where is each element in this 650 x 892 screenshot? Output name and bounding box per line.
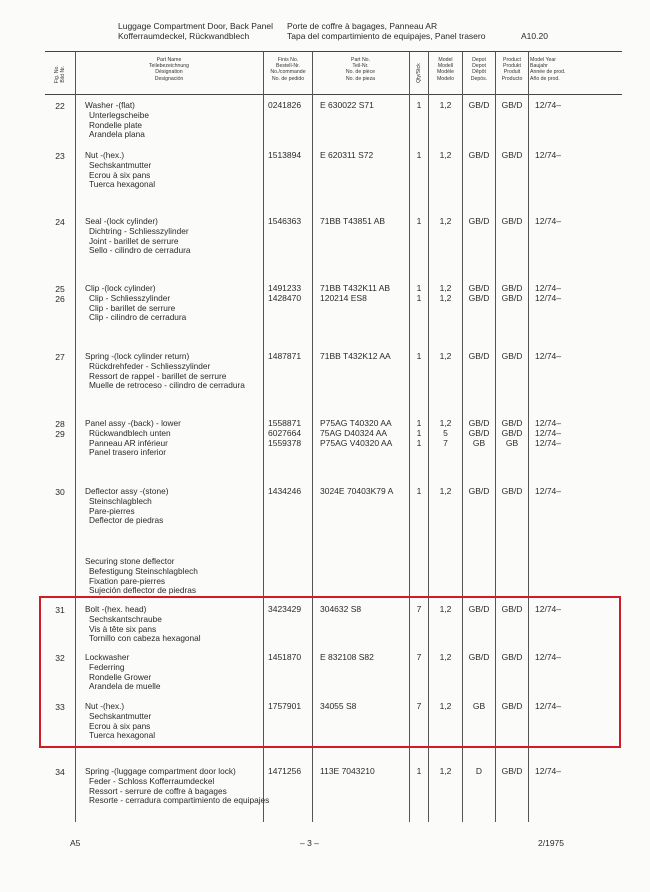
fig-ref: 34 xyxy=(55,767,65,777)
finis-value: 1491233 xyxy=(268,283,302,293)
product-value: GB/D xyxy=(501,292,523,303)
year-value: 12/74– xyxy=(535,100,561,110)
model-value: 1,2 xyxy=(439,604,452,614)
fig-ref: 23 xyxy=(55,151,65,161)
model-value: 1,2 xyxy=(439,766,452,776)
finis-value: 1487871 xyxy=(268,351,302,361)
col-header-model: Model Modell Modèle Modelo xyxy=(436,57,454,82)
product-value: GB/D xyxy=(501,351,523,361)
title-fr: Porte de coffre à bagages, Panneau AR xyxy=(287,21,438,31)
depot-value: GB xyxy=(472,437,486,448)
depot-value: GB/D xyxy=(468,604,490,614)
depot-value: GB/D xyxy=(468,427,490,438)
model-value: 1,2 xyxy=(439,283,452,293)
part-name-translation: Tuerca hexagonal xyxy=(89,730,156,741)
qty-value: 1 xyxy=(416,766,422,776)
depot-value: GB/D xyxy=(468,100,490,110)
depot-value: GB/D xyxy=(468,150,490,160)
part-name-translation: Resorte - cerradura compartimiento de equipajes xyxy=(89,795,270,806)
title-es: Tapa del compartimiento de equipajes, Panel trasero xyxy=(287,31,486,41)
part-name-translation: Befestigung Steinschlagblech xyxy=(89,565,198,576)
finis-value: 1434246 xyxy=(268,486,302,496)
part-name-en: Nut -(hex.) xyxy=(85,150,125,160)
product-value: GB/D xyxy=(501,604,523,614)
part-name-translation: Dichtring - Schliesszylinder xyxy=(89,225,189,236)
year-value: 12/74– xyxy=(535,604,561,614)
part-name-translation: Ecrou à six pans xyxy=(89,169,151,180)
part-name-en: Bolt -(hex. head) xyxy=(85,604,147,614)
product-value: GB/D xyxy=(501,283,523,293)
depot-value: GB xyxy=(472,701,486,711)
col-header-finis: Finis No. Bestell-Nr. No./commande No. de pedido xyxy=(270,57,306,82)
part-name-en: Nut -(hex.) xyxy=(85,701,125,711)
qty-value: 1 xyxy=(416,437,422,448)
finis-value: 1559378 xyxy=(268,437,302,448)
fig-ref: 24 xyxy=(55,217,65,227)
part-name-translation: Tornillo con cabeza hexagonal xyxy=(89,633,201,644)
col-header-depot: Depot Depot Dêpôt Depós. xyxy=(470,57,488,82)
fig-ref: 28 xyxy=(55,419,65,429)
model-value: 7 xyxy=(443,437,448,448)
model-value: 1,2 xyxy=(439,150,452,160)
page-code: A10.20 xyxy=(521,31,548,41)
part-value: 304632 S8 xyxy=(320,604,362,614)
part-name-translation: Clip - cilindro de cerradura xyxy=(89,312,187,323)
part-value: 75AG D40324 AA xyxy=(320,427,388,438)
depot-value: GB/D xyxy=(468,283,490,293)
model-value: 1,2 xyxy=(439,292,452,303)
year-value: 12/74– xyxy=(535,652,561,662)
header-top-rule xyxy=(45,51,622,52)
part-name-translation: Sechskantmutter xyxy=(89,159,152,170)
qty-value: 7 xyxy=(416,701,422,711)
part-name-en: Washer -(flat) xyxy=(85,100,135,110)
year-value: 12/74– xyxy=(535,150,561,160)
fig-ref: 29 xyxy=(55,428,65,439)
year-value: 12/74– xyxy=(535,437,561,448)
part-name-translation: Vis à tête six pans xyxy=(89,623,157,634)
qty-value: 1 xyxy=(416,486,422,496)
year-value: 12/74– xyxy=(535,351,561,361)
year-value: 12/74– xyxy=(535,486,561,496)
part-name-en: Spring -(luggage compartment door lock) xyxy=(85,766,236,776)
finis-value: 0241826 xyxy=(268,100,302,110)
fig-ref: 30 xyxy=(55,487,65,497)
qty-value: 1 xyxy=(416,283,422,293)
part-name-translation: Muelle de retroceso - cilindro de cerradura xyxy=(89,380,245,391)
highlight-box xyxy=(39,596,621,748)
product-value: GB/D xyxy=(501,486,523,496)
part-name-translation: Ressort - serrure de coffre à bagages xyxy=(89,785,227,796)
part-name-translation: Arandela de muelle xyxy=(89,681,161,692)
finis-value: 1513894 xyxy=(268,150,302,160)
product-value: GB/D xyxy=(501,701,523,711)
depot-value: GB/D xyxy=(468,652,490,662)
footer-center: – 3 – xyxy=(300,838,319,848)
qty-value: 7 xyxy=(416,604,422,614)
col-header-year: Model Year Baujahr Année de prod. Año de prod. xyxy=(530,57,566,82)
depot-value: GB/D xyxy=(468,216,490,226)
qty-value: 1 xyxy=(416,418,422,428)
product-value: GB/D xyxy=(501,100,523,110)
finis-value: 6027664 xyxy=(268,427,302,438)
col-header-product: Product Produkt Produit Producto xyxy=(501,57,523,82)
col-header-fig: Fig. No. Bild Nr. xyxy=(53,65,66,84)
part-name-translation: Rückdrehfeder - Schliesszylinder xyxy=(89,360,211,371)
part-name-en: Seal -(lock cylinder) xyxy=(85,216,158,226)
footer-left: A5 xyxy=(70,838,81,848)
part-name-en: Clip -(lock cylinder) xyxy=(85,283,156,293)
title-de: Kofferraumdeckel, Rückwandblech xyxy=(118,31,250,41)
qty-value: 1 xyxy=(416,150,422,160)
part-name-translation: Sechskantschraube xyxy=(89,613,162,624)
part-value: 34055 S8 xyxy=(320,701,357,711)
part-name-translation: Steinschlagblech xyxy=(89,495,152,506)
part-name-translation: Panneau AR inférieur xyxy=(89,437,168,448)
col-header-part: Part No. Teil-Nr. No. de pièce No. de pieza xyxy=(345,57,376,82)
model-value: 1,2 xyxy=(439,418,452,428)
part-name-translation: Tuerca hexagonal xyxy=(89,179,156,190)
product-value: GB/D xyxy=(501,150,523,160)
fig-ref: 26 xyxy=(55,293,65,304)
part-name-translation: Fixation pare-pierres xyxy=(89,575,166,586)
fig-ref: 32 xyxy=(55,653,65,663)
year-value: 12/74– xyxy=(535,283,561,293)
depot-value: D xyxy=(475,766,483,776)
col-header-name: Part Name Teilebezeichnung Désignation Designación xyxy=(148,57,190,82)
footer-right: 2/1975 xyxy=(538,838,564,848)
part-name-translation: Rondelle Grower xyxy=(89,671,152,682)
product-value: GB/D xyxy=(501,216,523,226)
part-name-en: Spring -(lock cylinder return) xyxy=(85,351,190,361)
part-value: 3024E 70403K79 A xyxy=(320,486,394,496)
product-value: GB/D xyxy=(501,652,523,662)
part-value: E 620311 S72 xyxy=(320,150,374,160)
part-value: E 832108 S82 xyxy=(320,652,374,662)
depot-value: GB/D xyxy=(468,486,490,496)
qty-value: 1 xyxy=(416,427,422,438)
model-value: 1,2 xyxy=(439,486,452,496)
col-header-qty: Qty/Stck xyxy=(415,63,422,83)
part-value: P75AG V40320 AA xyxy=(320,437,393,448)
part-value: 71BB T432K12 AA xyxy=(320,351,391,361)
part-name-translation: Sello - cilindro de cerradura xyxy=(89,245,191,256)
finis-value: 1471256 xyxy=(268,766,302,776)
finis-value: 1451870 xyxy=(268,652,302,662)
depot-value: GB/D xyxy=(468,351,490,361)
part-value: 120214 ES8 xyxy=(320,292,367,303)
part-name-translation: Arandela plana xyxy=(89,129,145,140)
part-name-translation: Sechskantmutter xyxy=(89,710,152,721)
product-value: GB/D xyxy=(501,418,523,428)
part-name-en: Securing stone deflector xyxy=(85,556,175,566)
fig-ref: 25 xyxy=(55,284,65,294)
product-value: GB/D xyxy=(501,766,523,776)
product-value: GB/D xyxy=(501,427,523,438)
part-name-en: Lockwasher xyxy=(85,652,130,662)
depot-value: GB/D xyxy=(468,418,490,428)
finis-value: 1558871 xyxy=(268,418,302,428)
part-name-translation: Federring xyxy=(89,661,125,672)
model-value: 1,2 xyxy=(439,351,452,361)
part-name-translation: Pare-pierres xyxy=(89,505,135,516)
part-name-translation: Ressort de rappel - barillet de serrure xyxy=(89,370,227,381)
year-value: 12/74– xyxy=(535,427,561,438)
part-name-en: Panel assy -(back) - lower xyxy=(85,418,181,428)
qty-value: 1 xyxy=(416,292,422,303)
model-value: 1,2 xyxy=(439,216,452,226)
part-name-translation: Panel trasero inferior xyxy=(89,447,167,458)
year-value: 12/74– xyxy=(535,766,561,776)
depot-value: GB/D xyxy=(468,292,490,303)
part-name-translation: Joint - barillet de serrure xyxy=(89,235,179,246)
model-value: 5 xyxy=(443,427,448,438)
part-name-translation: Rondelle plate xyxy=(89,119,143,130)
part-name-translation: Clip - barillet de serrure xyxy=(89,302,176,313)
part-value: 71BB T432K11 AB xyxy=(320,283,391,293)
qty-value: 1 xyxy=(416,100,422,110)
part-name-translation: Deflector de piedras xyxy=(89,515,164,526)
product-value: GB xyxy=(505,437,519,448)
part-value: P75AG T40320 AA xyxy=(320,418,392,428)
title-en: Luggage Compartment Door, Back Panel xyxy=(118,21,273,31)
part-name-translation: Clip - Schliesszylinder xyxy=(89,292,171,303)
part-name-translation: Unterlegscheibe xyxy=(89,109,149,120)
model-value: 1,2 xyxy=(439,100,452,110)
fig-ref: 22 xyxy=(55,101,65,111)
finis-value: 1428470 xyxy=(268,292,302,303)
finis-value: 1546363 xyxy=(268,216,302,226)
year-value: 12/74– xyxy=(535,216,561,226)
qty-value: 1 xyxy=(416,216,422,226)
fig-ref: 31 xyxy=(55,605,65,615)
model-value: 1,2 xyxy=(439,652,452,662)
finis-value: 1757901 xyxy=(268,701,302,711)
header-bottom-rule xyxy=(45,94,622,95)
part-name-translation: Feder - Schloss Kofferraumdeckel xyxy=(89,775,215,786)
fig-ref: 27 xyxy=(55,352,65,362)
year-value: 12/74– xyxy=(535,701,561,711)
part-name-en: Deflector assy -(stone) xyxy=(85,486,169,496)
part-name-translation: Sujeción deflector de piedras xyxy=(89,585,197,596)
qty-value: 1 xyxy=(416,351,422,361)
part-value: E 630022 S71 xyxy=(320,100,374,110)
part-name-translation: Rückwandblech unten xyxy=(89,427,171,438)
year-value: 12/74– xyxy=(535,418,561,428)
qty-value: 7 xyxy=(416,652,422,662)
year-value: 12/74– xyxy=(535,292,561,303)
part-value: 71BB T43851 AB xyxy=(320,216,386,226)
part-name-translation: Ecrou à six pans xyxy=(89,720,151,731)
fig-ref: 33 xyxy=(55,702,65,712)
finis-value: 3423429 xyxy=(268,604,302,614)
model-value: 1,2 xyxy=(439,701,452,711)
part-value: 113E 7043210 xyxy=(320,766,375,776)
